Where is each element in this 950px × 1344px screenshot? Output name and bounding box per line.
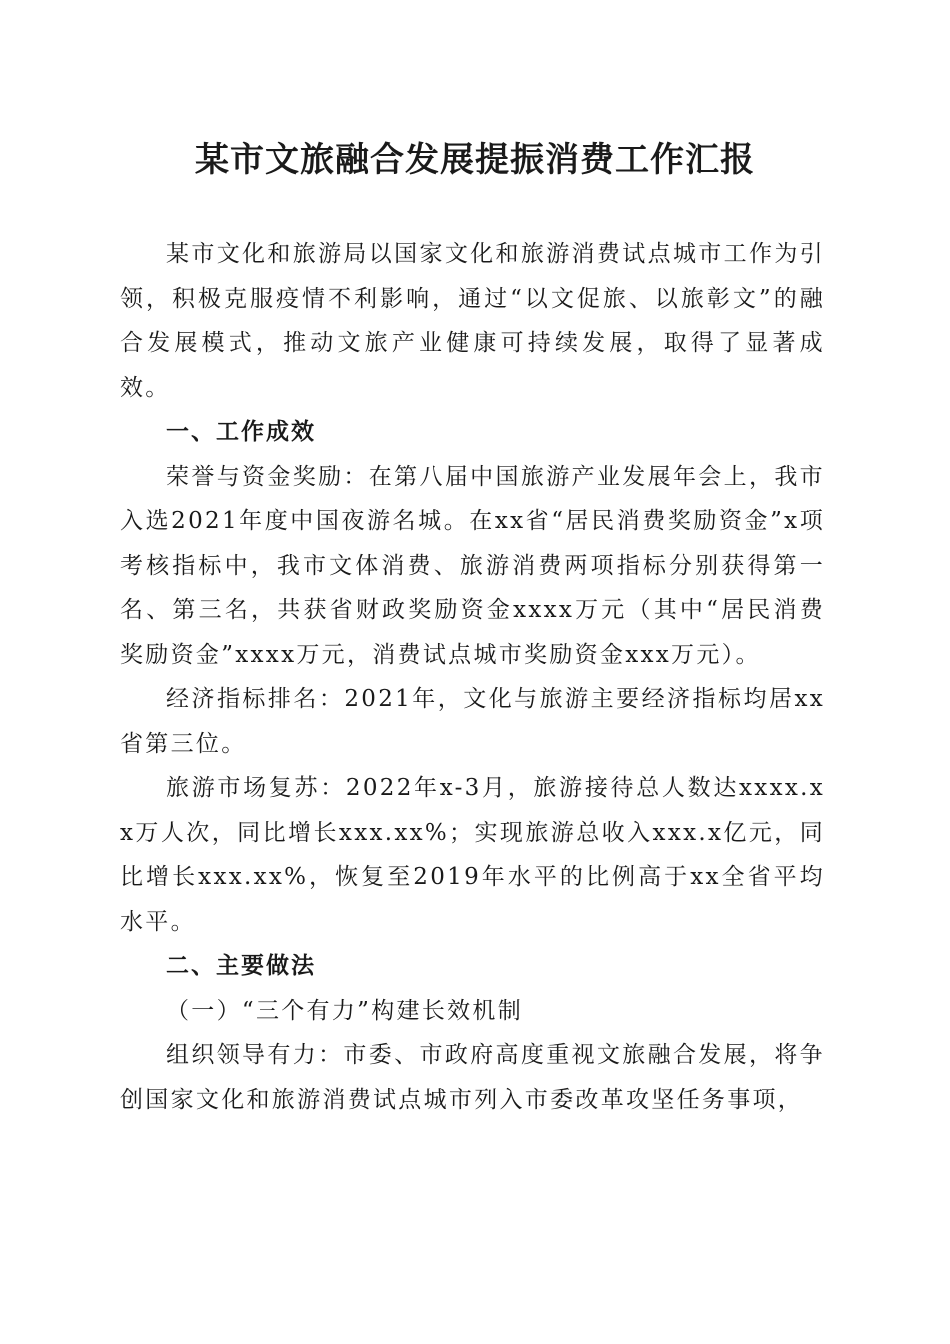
honors-paragraph: 荣誉与资金奖励：在第八届中国旅游产业发展年会上，我市入选2021年度中国夜游名城。在xx省“居民消费奖励资金”x项考核指标中，我市文体消费、旅游消费两项指标分别获得第一名、第三名，共获省财政奖励资金xxxx万元（其中“居民消费奖励资金”xxxx万元，消费试点城市奖励资金xxx万元）。 bbox=[120, 463, 825, 668]
subsection-heading-mechanism: （一）“三个有力”构建长效机制 bbox=[166, 997, 524, 1024]
leadership-paragraph: 组织领导有力：市委、市政府高度重视文旅融合发展，将争创国家文化和旅游消费试点城市列入市委改革攻坚任务事项， bbox=[120, 1042, 825, 1113]
intro-paragraph: 某市文化和旅游局以国家文化和旅游消费试点城市工作为引领，积极克服疫情不利影响，通过“以文促旅、以旅彰文”的融合发展模式，推动文旅产业健康可持续发展，取得了显著成效。 bbox=[120, 241, 825, 401]
tourism-recovery-paragraph: 旅游市场复苏：2022年x-3月，旅游接待总人数达xxxx.xx万人次，同比增长xxx.xx%；实现旅游总收入xxx.x亿元，同比增长xxx.xx%，恢复至2019年水平的比例高于xx全省平均水平。 bbox=[120, 775, 825, 935]
section-heading-results: 一、工作成效 bbox=[166, 419, 316, 445]
document-body bbox=[120, 232, 825, 1122]
economic-ranking-paragraph: 经济指标排名：2021年，文化与旅游主要经济指标均居xx省第三位。 bbox=[120, 686, 825, 757]
section-heading-methods: 二、主要做法 bbox=[166, 953, 316, 979]
document-title: 某市文旅融合发展提振消费工作汇报 bbox=[195, 140, 755, 180]
